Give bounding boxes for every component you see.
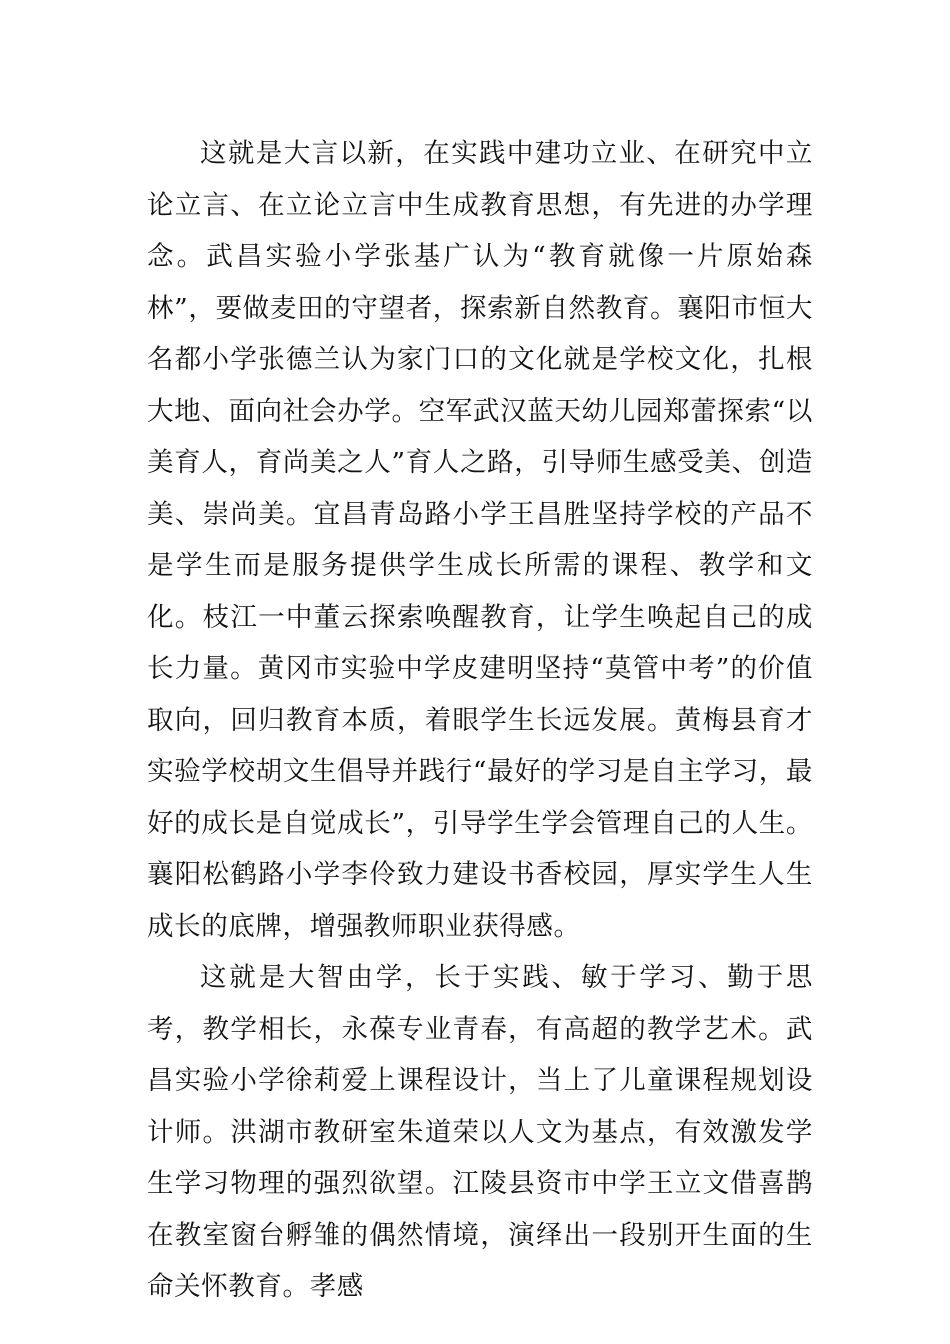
body-paragraph-2: 这就是大智由学，长于实践、敏于学习、勤于思考，教学相长，永葆专业青春，有高超的教学艺术。武昌实验小学徐莉爱上课程设计，当上了儿童课程规划设计师。洪湖市教研室朱道荣以人文为基点，有效激发学生学习物理的强烈欲望。江陵县资市中学王立文借喜鹊在教室窗台孵雏的偶然情境，演绎出一段别开生面的生命关怀教育。孝感 — [147, 962, 813, 1302]
body-paragraph-1: 这就是大言以新，在实践中建功立业、在研究中立论立言、在立论立言中生成教育思想，有先进的办学理念。武昌实验小学张基广认为“教育就像一片原始森林”，要做麦田的守望者，探索新自然教育。襄阳市恒大名都小学张德兰认为家门口的文化就是学校文化，扎根大地、面向社会办学。空军武汉蓝天幼儿园郑蕾探索“以美育人，育尚美之人”育人之路，引导师生感受美、创造美、崇尚美。宜昌青岛路小学王昌胜坚持学校的产品不是学生而是服务提供学生成长所需的课程、教学和文化。枝江一中董云探索唤醒教育，让学生唤起自己的成长力量。黄冈市实验中学皮建明坚持“莫管中考”的价值取向，回归教育本质，着眼学生长远发展。黄梅县育才实验学校胡文生倡导并践行“最好的学习是自主学习，最好的成长是自觉成长”，引导学生学会管理自己的人生。襄阳松鹤路小学李伶致力建设书香校园，厚实学生人生成长的底牌，增强教师职业获得感。 — [147, 138, 813, 942]
